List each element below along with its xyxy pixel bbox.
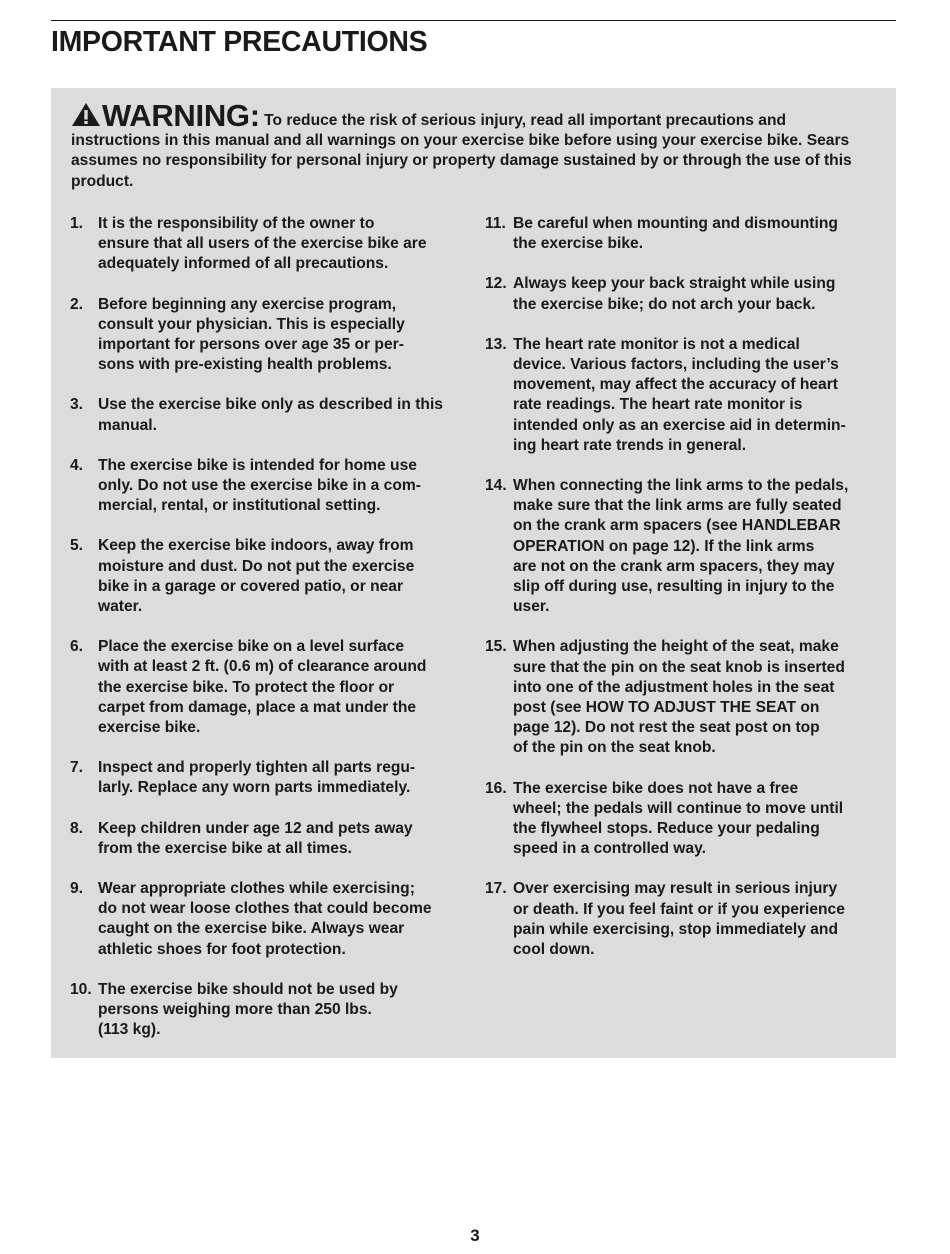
precaution-item — [70, 295, 465, 376]
precaution-number: 1. — [70, 215, 84, 232]
precaution-number: 10. — [70, 980, 92, 998]
precaution-text: Be careful when mounting and dismounting the exercise bike. — [513, 215, 838, 253]
precaution-text: Keep the exercise bike indoors, away from moisture and dust. Do not put the exercise bike in a garage or covered patio, or near water. — [98, 537, 415, 616]
precaution-number: 5. — [70, 537, 84, 555]
precaution-item — [70, 819, 465, 859]
precaution-text: The exercise bike does not have a free wheel; the pedals will continue to move until the flywheel stops. Reduce your pedaling speed in a controlled way. — [513, 779, 844, 858]
precaution-number: 11. — [485, 215, 506, 232]
precaution-text: Use the exercise bike only as described in this manual. — [98, 396, 443, 434]
precaution-number: 9. — [70, 880, 84, 898]
precaution-text: The exercise bike is intended for home use only. Do not use the exercise bike in a com- mercial, rental, or institutional setting. — [98, 456, 421, 515]
precaution-text: Keep children under age 12 and pets away from the exercise bike at all times. — [98, 819, 413, 857]
precaution-text: Always keep your back straight while using the exercise bike; do not arch your back. — [513, 275, 836, 313]
precaution-number: 7. — [70, 759, 84, 777]
precaution-item — [485, 879, 863, 960]
precaution-item — [70, 879, 465, 960]
precautions-panel — [51, 88, 896, 1058]
precaution-item — [485, 637, 863, 758]
precaution-text: It is the responsibility of the owner to ensure that all users of the exercise bike are adequately informed of all precautions. — [98, 215, 427, 273]
precaution-item — [485, 214, 863, 254]
header-rule — [51, 20, 896, 21]
precaution-text: Over exercising may result in serious injury or death. If you feel faint or if you experience pain while exercising, stop immediately and cool down. — [513, 880, 845, 959]
precaution-number: 8. — [70, 819, 84, 837]
precaution-number: 17. — [485, 880, 507, 898]
precaution-item — [70, 214, 465, 275]
warning-heading — [71, 98, 260, 133]
precaution-item — [485, 274, 863, 314]
warning-statement — [71, 98, 876, 192]
precaution-number: 6. — [70, 638, 84, 656]
precaution-number: 4. — [70, 456, 84, 474]
precaution-text: Before beginning any exercise program, consult your physician. This is especially important for persons over age 35 or per- sons with pre-existing health problems. — [98, 295, 405, 374]
precaution-text: Inspect and properly tighten all parts regu- larly. Replace any worn parts immediately. — [98, 759, 416, 797]
precautions-columns — [70, 214, 884, 1061]
precaution-item — [485, 779, 863, 860]
precautions-list-right — [485, 214, 863, 1061]
precaution-text: When adjusting the height of the seat, make sure that the pin on the seat knob is inserted into one of the adjustment holes in the seat post (see HOW TO ADJUST THE SEAT on page 12). Do not rest the seat post on top of the pin on the seat knob. — [513, 638, 845, 757]
precaution-text: Wear appropriate clothes while exercising; do not wear loose clothes that could become caught on the exercise bike. Always wear athletic shoes for foot protection. — [98, 880, 432, 958]
warning-text: To reduce the risk of serious injury, read all important precautions and instructions in this manual and all warnings on your exercise bike before using your exercise bike. Sears assumes no responsibility for personal injury or property damage sustained by or through the use of this product. — [71, 112, 852, 190]
page-title: IMPORTANT PRECAUTIONS — [51, 26, 428, 58]
precaution-item — [70, 536, 465, 617]
precaution-item — [70, 456, 465, 517]
precaution-text: Place the exercise bike on a level surface with at least 2 ft. (0.6 m) of clearance around the exercise bike. To protect the floor or carpet from damage, place a mat under the exercise bike. — [98, 638, 427, 737]
precaution-item — [70, 980, 465, 1041]
precaution-item — [485, 335, 863, 456]
precaution-item — [70, 395, 465, 435]
precaution-number: 16. — [485, 779, 507, 797]
precaution-text: The exercise bike should not be used by persons weighing more than 250 lbs. (113 kg). — [98, 980, 398, 1039]
precaution-number: 2. — [70, 295, 84, 313]
precaution-text: The heart rate monitor is not a medical device. Various factors, including the user’s movement, may affect the accuracy of heart rate readings. The heart rate monitor is intended only as an exercise aid in determin- ing heart rate trends in general. — [513, 335, 846, 454]
page-number: 3 — [470, 1226, 480, 1245]
precaution-number: 15. — [485, 638, 507, 656]
precaution-number: 14. — [485, 477, 507, 495]
precaution-number: 12. — [485, 275, 507, 293]
warning-triangle-icon — [71, 102, 101, 127]
precaution-item — [70, 637, 465, 738]
precaution-item — [70, 758, 465, 798]
precaution-number: 13. — [485, 335, 507, 353]
precautions-list-left — [70, 214, 465, 1061]
precaution-number: 3. — [70, 396, 84, 414]
precaution-item — [485, 476, 863, 617]
precaution-text: When connecting the link arms to the pedals, make sure that the link arms are fully seated on the crank arm spacers (see HANDLEBAR OPERATION on page 12). If the link arms are not on the crank arm spacers, they may slip off during use, resulting in injury to the user. — [513, 477, 849, 616]
warning-label: WARNING: — [102, 98, 260, 133]
